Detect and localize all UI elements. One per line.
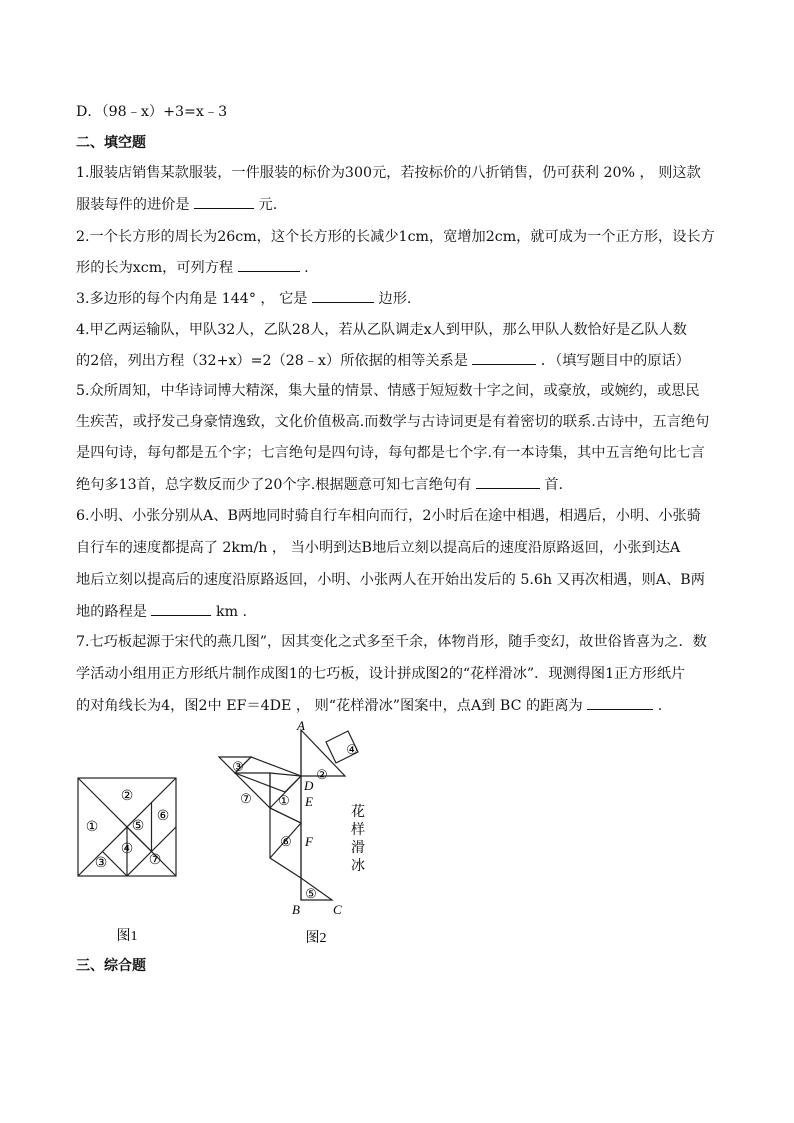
q4-line2 [76,350,690,371]
fig1-label-5: ⑤ [131,819,145,834]
q7-answer-blank[interactable] [587,695,653,710]
q3-line [76,288,411,309]
fig2-caption: 图2 [305,931,327,946]
section-fill-in-title: 二、填空题 [76,135,146,151]
fig2-title-char-2: 样 [351,823,365,838]
fig2-title-char-4: 冰 [351,859,365,874]
fig2-label-5: ⑤ [305,886,317,901]
q1-line1: 1.服装店销售某款服装，一件服装的标价为300元，若按标价的八折销售，仍可获利 20% ， 则这款 [76,165,701,181]
q5-line3: 是四句诗，每句都是五个字；七言绝句是四句诗，每句都是七个字.有一本诗集，其中五言绝句比七言 [76,445,705,461]
fig2-point-d: D [304,778,314,793]
q6-line2: 自行车的速度都提高了 2km/h ， 当小明到达B地后立刻以提高后的速度沿原路返回，小张到达A [76,540,681,556]
q4-answer-blank[interactable] [472,350,536,365]
q4-text: 的2倍，列出方程（32+x）=2（28﹣x）所依据的相等关系是 [76,353,468,369]
fig2-point-f: F [305,834,313,849]
section-comprehensive-title: 三、综合题 [76,958,146,974]
figure1-tangram [70,770,185,950]
q7-line1: 7.七巧板起源于宋代的燕几图”，因其变化之式多至千余，体物肖形，随手变幻，故世俗皆喜为之．数 [76,634,707,650]
figure2-skating [210,718,390,950]
q6-unit: km . [215,604,248,620]
fig2-title-char-1: 花 [351,805,365,820]
fig1-label-1: ① [85,820,99,835]
q5-text: 绝句多13首，总字数反而少了20个字.根据题意可知七言绝句有 [76,477,472,493]
fig2-label-6: ⑥ [280,834,292,849]
fig2-point-c: C [333,902,342,917]
q6-line3: 地后立刻以提高后的速度沿原路返回，小明、小张两人在开始出发后的 5.6h 又再次相遇，则A、B两 [76,572,705,588]
q1-text: 服装每件的进价是 [76,197,190,213]
q1-answer-blank[interactable] [194,194,254,209]
q3-text: 3.多边形的每个内角是 144° ， 它是 [76,291,308,307]
q2-line1: 2.一个长方形的周长为26cm，这个长方形的长减少1cm，宽增加2cm，就可成为一个正方形，设长方 [76,229,715,245]
q2-line2 [76,257,309,278]
q5-end: 首. [544,477,564,493]
fig1-label-2: ② [120,789,134,804]
q1-unit: 元. [258,197,278,213]
q2-answer-blank[interactable] [238,257,300,272]
fig2-label-1: ① [278,793,290,808]
fig2-title-char-3: 滑 [351,841,365,856]
q4-line1: 4.甲乙两运输队，甲队32人，乙队28人，若从乙队调走x人到甲队，那么甲队人数恰好是乙队人数 [76,322,687,338]
q5-line2: 生疾苦，或抒发己身豪情逸致，文化价值极高.而数学与古诗词更是有着密切的联系.古诗中，五言绝句 [76,414,710,430]
q7-end: . [657,698,663,714]
fig1-label-7: ⑦ [148,853,162,868]
q4-note: ．（填写题目中的原话） [540,353,690,369]
q2-end: . [304,260,309,276]
fig2-label-4: ④ [346,742,358,757]
fig2-point-e: E [305,794,313,809]
q7-line3 [76,695,662,716]
q3-answer-blank[interactable] [312,288,374,303]
fig2-label-7: ⑦ [240,791,252,806]
q6-answer-blank[interactable] [151,601,211,616]
option-d: D．（98﹣x）+3=x﹣3 [76,104,228,120]
fig2-label-3: ③ [232,759,244,774]
fig2-point-b: B [292,902,300,917]
q2-text: 形的长为xcm，可列方程 [76,260,234,276]
fig2-label-2: ② [316,767,328,782]
fig2-point-a: A [297,718,305,733]
q6-line1: 6.小明、小张分别从A、B两地同时骑自行车相向而行，2小时后在途中相遇，相遇后，小明、小张骑 [76,508,701,524]
fig1-label-4: ④ [120,842,134,857]
q5-line1: 5.众所周知，中华诗词博大精深，集大量的情景、情感于短短数十字之间，或豪放，或婉约，或思民 [76,383,700,399]
q6-line4 [76,601,247,622]
q7-text: 的对角线长为4，图2中 EF＝4DE ， 则“花样滑冰”图案中，点A到 BC 的距离为 [76,698,583,714]
q3-end: 边形. [378,291,412,307]
fig1-caption: 图1 [116,929,138,944]
q7-line2: 学活动小组用正方形纸片制作成图1的七巧板，设计拼成图2的“花样滑冰”．现测得图1正方形纸片 [76,666,686,682]
q1-line2 [76,194,277,215]
fig1-label-6: ⑥ [156,809,170,824]
q5-line4 [76,474,563,495]
q6-text: 地的路程是 [76,604,147,620]
fig1-label-3: ③ [94,856,108,871]
q5-answer-blank[interactable] [476,474,540,489]
